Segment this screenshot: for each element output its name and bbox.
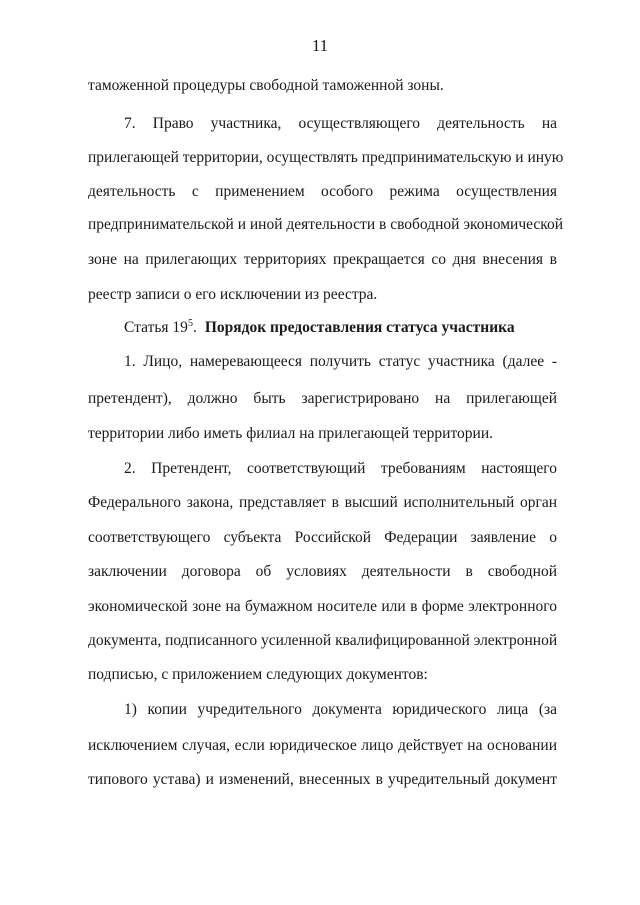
- paragraph-line: экономической зоне на бумажном носителе или в форме электронного: [88, 598, 557, 615]
- paragraph-line: реестр записи о его исключении из реестра.: [88, 286, 378, 303]
- page-number: 11: [311, 36, 329, 55]
- paragraph-line: зоне на прилегающих территориях прекращается со дня внесения в: [88, 251, 557, 268]
- paragraph-line: претендент), должно быть зарегистрировано на прилегающей: [88, 390, 557, 407]
- paragraph-line: территории либо иметь филиал на прилегающей территории.: [88, 425, 494, 442]
- paragraph-line: таможенной процедуры свободной таможенной зоны.: [88, 77, 444, 94]
- paragraph-line: типового устава) и изменений, внесенных в учредительный документ: [88, 771, 557, 788]
- paragraph-line: 7. Право участника, осуществляющего деятельность на: [124, 115, 557, 132]
- paragraph-line: соответствующего субъекта Российской Федерации заявление о: [88, 529, 557, 546]
- paragraph-line: Федерального закона, представляет в высший исполнительный орган: [88, 494, 557, 511]
- paragraph-line: 1. Лицо, намеревающееся получить статус участника (далее -: [124, 353, 557, 370]
- paragraph-line: 1) копии учредительного документа юридического лица (за: [124, 701, 557, 718]
- paragraph-line: прилегающей территории, осуществлять предпринимательскую и иную: [88, 149, 564, 166]
- paragraph-line: 2. Претендент, соответствующий требованиям настоящего: [124, 460, 557, 477]
- paragraph-line: документа, подписанного усиленной квалифицированной электронной: [88, 632, 558, 649]
- paragraph-line: деятельность с применением особого режима осуществления: [88, 183, 557, 200]
- paragraph-line: подписью, с приложением следующих документов:: [88, 666, 428, 683]
- article-label: Статья $19^5$.: [124, 317, 197, 336]
- article-title: Порядок предоставления статуса участника: [204, 319, 515, 336]
- paragraph-line: исключением случая, если юридическое лицо действует на основании: [88, 737, 557, 754]
- paragraph-line: предпринимательской и иной деятельности в свободной экономической: [88, 216, 564, 233]
- paragraph-line: заключении договора об условиях деятельности в свободной: [88, 563, 557, 580]
- article-heading: [124, 318, 515, 338]
